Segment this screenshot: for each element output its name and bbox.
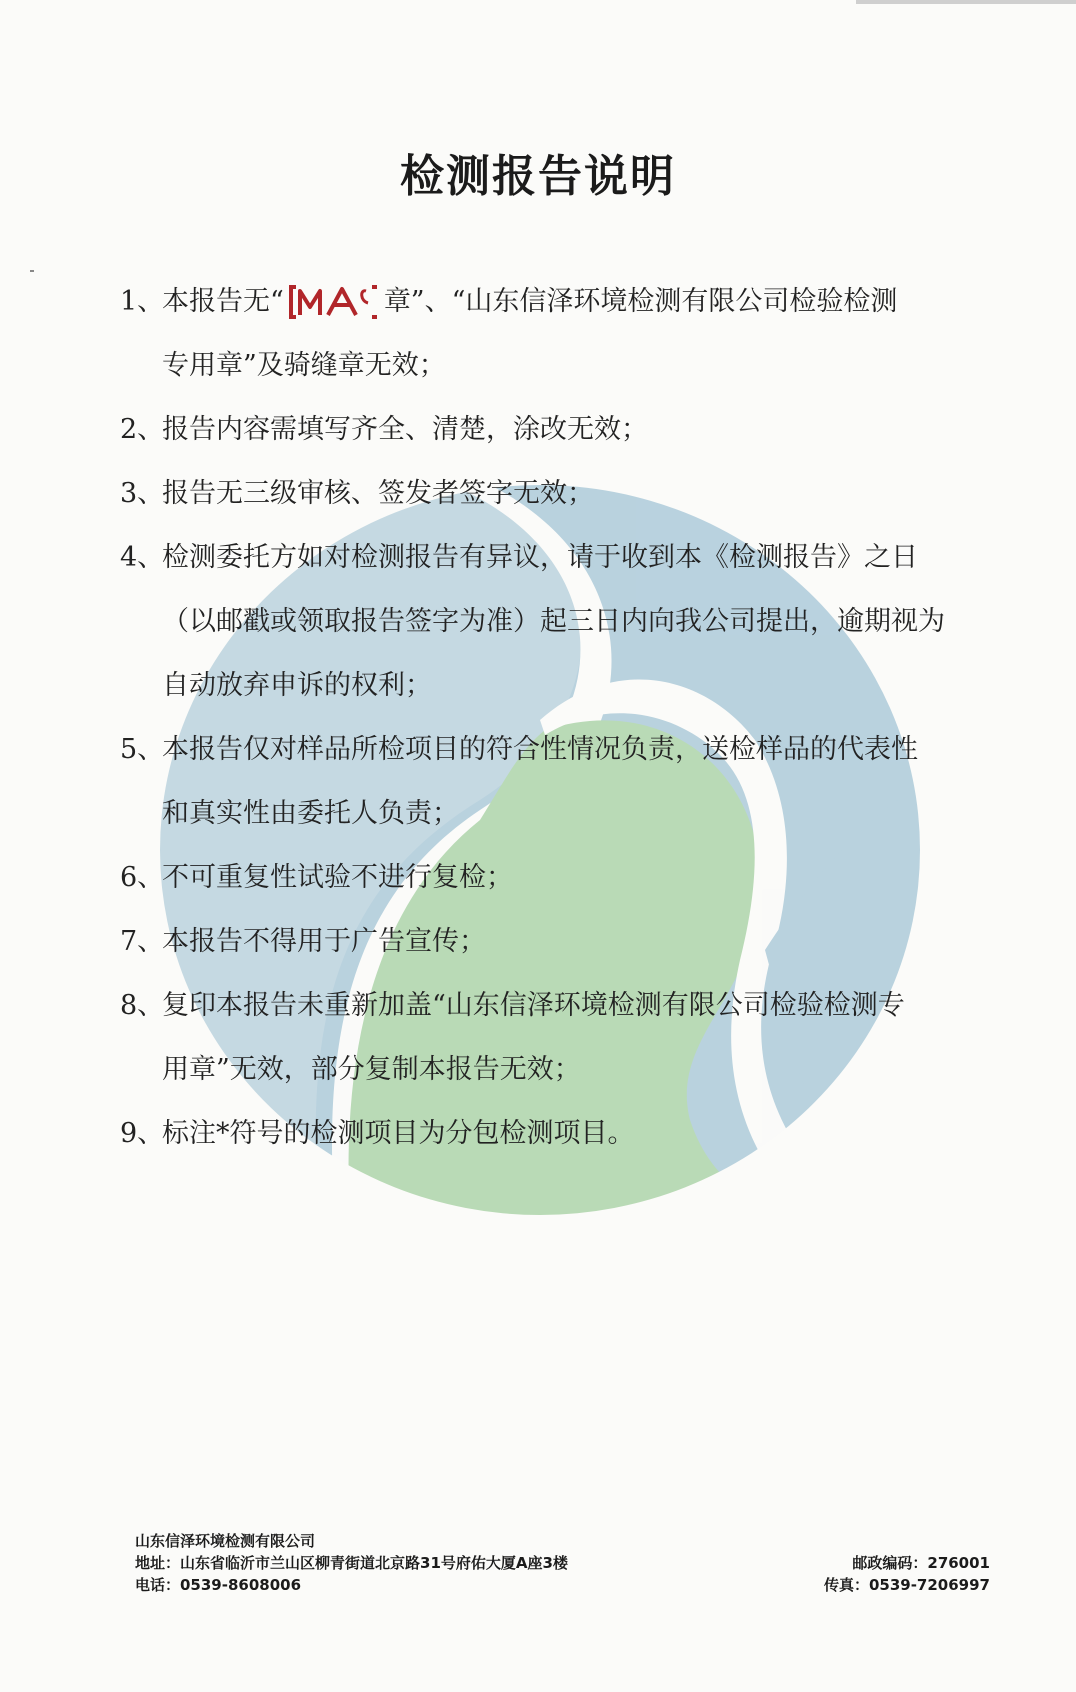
rule-line: 用章”无效，部分复制本报告无效；	[162, 1054, 581, 1085]
rule-text	[162, 910, 1000, 974]
rule-text	[162, 846, 1000, 910]
rule-line: 本报告无“	[162, 286, 284, 317]
rule-item-2	[120, 398, 1000, 462]
footer-contact-right	[820, 1552, 990, 1596]
rule-item-9	[120, 1102, 1000, 1166]
rule-line: 标注*符号的检测项目为分包检测项目。	[162, 1118, 635, 1149]
rule-line: （以邮戳或领取报告签字为准）起三日内向我公司提出，逾期视为	[162, 606, 945, 637]
rule-line: 本报告仅对样品所检项目的符合性情况负责，送检样品的代表性	[162, 734, 918, 765]
scan-speck	[30, 270, 34, 272]
footer-phone: 电话：0539-8608006	[135, 1576, 302, 1594]
footer-fax: 传真：0539-7206997	[823, 1576, 990, 1594]
rule-item-6	[120, 846, 1000, 910]
rule-number: 6、	[120, 862, 165, 893]
rule-number: 4、	[120, 542, 165, 573]
rule-text	[162, 526, 1000, 718]
rule-line: 专用章”及骑缝章无效；	[162, 350, 446, 381]
rule-line: 和真实性由委托人负责；	[162, 798, 459, 829]
rule-text	[162, 1102, 1000, 1166]
rule-number: 1、	[120, 286, 165, 317]
rule-number: 9、	[120, 1118, 165, 1149]
rule-text	[162, 270, 1000, 398]
rule-number: 7、	[120, 926, 165, 957]
rule-number: 5、	[120, 734, 165, 765]
rule-line: 报告无三级审核、签发者签字无效；	[162, 478, 594, 509]
rule-line: 章”、“山东信泽环境检测有限公司检验检测	[383, 286, 898, 317]
rule-text	[162, 462, 1000, 526]
rule-item-1	[120, 270, 1000, 398]
rule-line: 复印本报告未重新加盖“山东信泽环境检测有限公司检验检测专	[162, 990, 905, 1021]
document-title: 检测报告说明	[400, 151, 676, 202]
rule-line: 本报告不得用于广告宣传；	[162, 926, 486, 957]
footer-postal: 邮政编码：276001	[852, 1554, 990, 1572]
scan-edge	[856, 0, 1076, 4]
rule-item-3	[120, 462, 1000, 526]
rule-item-4	[120, 526, 1000, 718]
rule-line: 不可重复性试验不进行复检；	[162, 862, 513, 893]
rule-line: 报告内容需填写齐全、清楚，涂改无效；	[162, 414, 648, 445]
rule-number: 3、	[120, 478, 165, 509]
rules-list	[120, 270, 1000, 1166]
rule-text	[162, 718, 1000, 846]
rule-item-8	[120, 974, 1000, 1102]
rule-text	[162, 974, 1000, 1102]
footer-contact	[135, 1530, 568, 1596]
footer-address: 地址：山东省临沂市兰山区柳青街道北京路31号府佑大厦A座3楼	[135, 1554, 568, 1572]
rule-item-5	[120, 718, 1000, 846]
rule-number: 8、	[120, 990, 165, 1021]
rule-item-7	[120, 910, 1000, 974]
cma-stamp-icon	[288, 281, 380, 319]
rule-text	[162, 398, 1000, 462]
rule-line: 检测委托方如对检测报告有异议，请于收到本《检测报告》之日	[162, 542, 918, 573]
rule-line: 自动放弃申诉的权利；	[162, 670, 432, 701]
rule-number: 2、	[120, 414, 165, 445]
footer-company: 山东信泽环境检测有限公司	[135, 1532, 316, 1550]
